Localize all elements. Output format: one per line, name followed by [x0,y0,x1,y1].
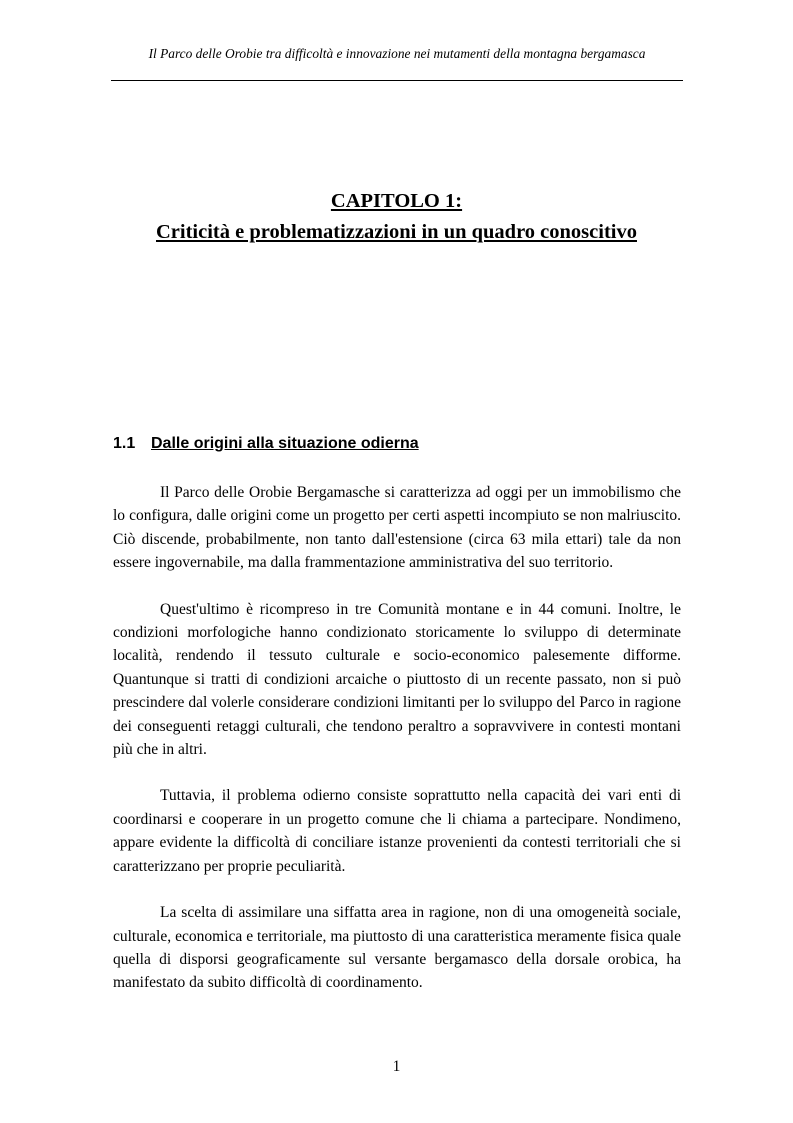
body-text [113,481,681,1018]
chapter-title: Criticità e problematizzazioni in un quadro conoscitivo [156,221,637,243]
paragraph: Quest'ultimo è ricompreso in tre Comunità montane e in 44 comuni. Inoltre, le condizioni morfologiche hanno condizionato storicamente lo sviluppo di determinate località, rendendo il tessuto culturale e socio-economico palesemente difforme. Quantunque si tratti di condizioni arcaiche o piuttosto di un recente passato, non si può prescindere dal volerle considerare condizioni limitanti per lo sviluppo del Parco in ragione dei conseguenti retaggi culturali, che tendono peraltro a sopravvivere in contesti montani più che in altri. [113,600,681,759]
section-number: 1.1 [113,435,136,452]
section-heading [113,433,419,455]
paragraph: Il Parco delle Orobie Bergamasche si caratterizza ad oggi per un immobilismo che lo configura, dalle origini come un progetto per certi aspetti incompiuto se non malriuscito. Ciò discende, probabilmente, non tanto dall'estensione (circa 63 mila ettari) tale da non essere ingovernabile, ma dalla frammentazione amministrativa del suo territorio. [113,484,681,572]
header-divider [111,80,683,81]
section-title: Dalle origini alla situazione odierna [151,435,419,452]
page-number: 1 [392,1058,401,1075]
paragraph: Tuttavia, il problema odierno consiste soprattutto nella capacità dei vari enti di coordinarsi e cooperare in un progetto comune che li chiama a partecipare. Nondimeno, appare evidente la difficoltà di conciliare istanze provenienti da contesti territoriali che si caratterizzano per proprie peculiarità. [113,787,681,875]
running-header: Il Parco delle Orobie tra difficoltà e innovazione nei mutamenti della montagna bergamasca [148,46,646,61]
paragraph: La scelta di assimilare una siffatta area in ragione, non di una omogeneità sociale, culturale, economica e territoriale, ma piuttosto di una caratteristica meramente fisica quale quella di disporsi geograficamente sul versante bergamasco della dorsale orobica, ha manifestato da subito difficoltà di coordinamento. [113,904,681,992]
chapter-number: CAPITOLO 1: [330,190,463,212]
